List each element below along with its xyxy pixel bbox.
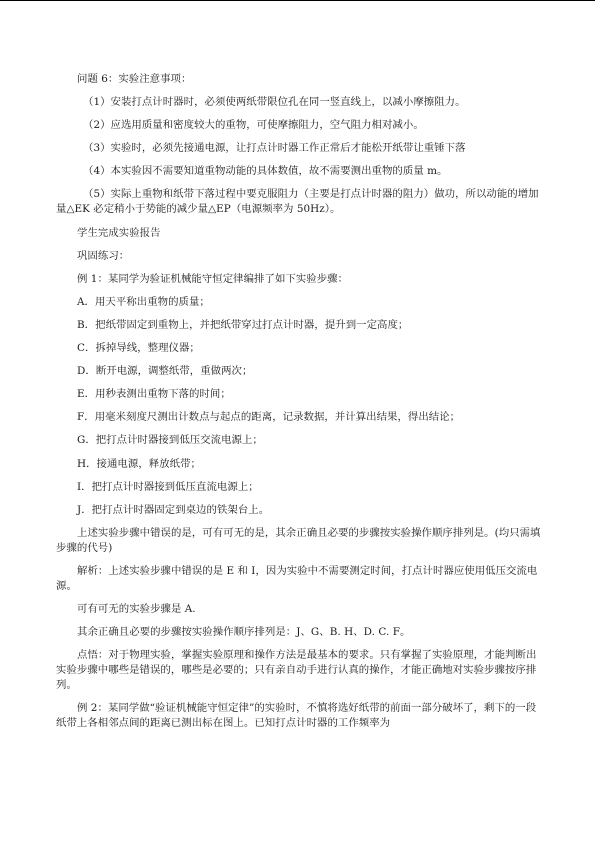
student-report: 学生完成实验报告 xyxy=(77,226,161,239)
step-f: F．用毫米刻度尺测出计数点与起点的距离，记录数据，并计算出结果，得出结论； xyxy=(77,411,461,424)
example1-insight: 点悟：对于物理实验，掌握实验原理和操作方法是最基本的要求。只有掌握了实验原理，才能判断出实验步骤中哪些是错误的，哪些是必要的；只有亲自动手进行认真的操作，才能正确地对实验步骤按序排列。 xyxy=(56,649,537,692)
note-3: （3）实验时，必须先接通电源，让打点计时器工作正常后才能松开纸带让重锤下落 xyxy=(83,142,466,155)
example1-question: 上述实验步骤中错误的是，可有可无的是，其余正确且必要的步骤按实验操作顺序排列是。(均只需填步骤的代号) xyxy=(56,526,541,554)
step-b: B．把纸带固定到重物上，并把纸带穿过打点计时器，提升到一定高度； xyxy=(77,318,409,331)
note-5: （5）实际上重物和纸带下落过程中要克服阻力（主要是打点计时器的阻力）做功，所以动能的增加量△EK 必定稍小于势能的减少量△EP（电源频率为 50Hz）。 xyxy=(56,188,539,216)
example1-order: 其余正确且必要的步骤按实验操作顺序排列是：J、G、B. H、D. C. F。 xyxy=(77,626,411,639)
example2-text: 例 2：某同学做“验证机械能守恒定律”的实验时，不慎将选好纸带的前面一部分破坏了，剩下的一段纸带上各相邻点间的距离已测出标在图上。已知打点计时器的工作频率为 xyxy=(56,702,537,730)
step-e: E．用秒表测出重物下落的时间； xyxy=(77,388,231,401)
note-1: （1）安装打点计时器时，必须使两纸带限位孔在同一竖直线上，以减小摩擦阻力。 xyxy=(83,96,466,109)
note-4: （4）本实验因不需要知道重物动能的具体数值，故不需要测出重物的质量 m。 xyxy=(83,165,448,178)
step-h: H．接通电源，释放纸带； xyxy=(77,457,201,470)
example1-optional-step: 可有可无的实验步骤是 A. xyxy=(77,602,196,615)
example1-analysis: 解析：上述实验步骤中错误的是 E 和 I，因为实验中不需要测定时间，打点计时器应使用低压交流电源。 xyxy=(56,564,538,592)
example1-intro: 例 1：某同学为验证机械能守恒定律编排了如下实验步骤： xyxy=(77,272,349,285)
question6-title: 问题 6：实验注意事项： xyxy=(77,73,192,85)
step-a: A．用天平称出重物的质量； xyxy=(77,295,210,308)
step-d: D．断开电源，调整纸带，重做两次； xyxy=(77,365,253,378)
document-body xyxy=(56,72,542,739)
practice-heading: 巩固练习： xyxy=(77,249,130,262)
page-top-rule xyxy=(0,0,595,1)
step-g: G．把打点计时器接到低压交流电源上； xyxy=(77,434,263,447)
note-2: （2）应选用质量和密度较大的重物，可使摩擦阻力，空气阻力相对减小。 xyxy=(83,119,424,132)
step-c: C．拆掉导线，整理仪器； xyxy=(77,342,200,355)
step-i: I．把打点计时器接到低压直流电源上； xyxy=(77,480,259,493)
step-j: J．把打点计时器固定到桌边的铁架台上。 xyxy=(77,503,270,516)
